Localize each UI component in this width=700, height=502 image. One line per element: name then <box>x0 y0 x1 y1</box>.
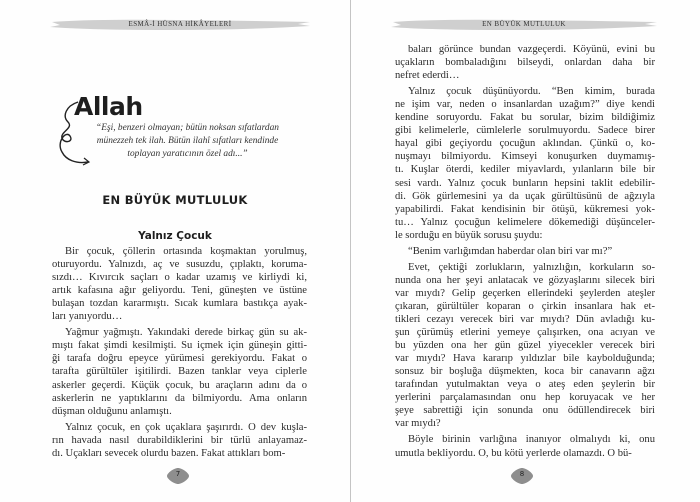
section-title: Yalnız Çocuk <box>138 230 212 242</box>
body-text-line: Yağmur yağmıştı. Yakındaki derede birkaç gün su ak- <box>65 327 307 339</box>
body-text-line: Böyle birinin varlığına inanıyor olmalıydı ki, onu <box>408 434 655 446</box>
running-header-band <box>389 17 659 32</box>
page-number: 7 <box>175 470 181 478</box>
page-number-badge <box>166 467 190 485</box>
running-header: EN BÜYÜK MUTLULUK <box>482 20 566 28</box>
story-title: EN BÜYÜK MUTLULUK <box>102 193 248 207</box>
body-text-line: umutla bekliyordu. O, bu kötü yerlerde olamazdı. O bü- <box>395 447 632 459</box>
body-text-line: Yalnız çocuk düşünüyordu. “Ben kimim, burada <box>408 86 655 98</box>
body-text-line: tikleri cezayı verecek biri var mıydı? Dün avladığı ku- <box>395 314 655 325</box>
body-text-line: hayal gibi geçiyordu çocuğun aklından. Çünkü o, ko- <box>395 138 655 150</box>
body-text-line: şeye sabrettiği için sonunda onu ödüllendirecek biri <box>395 405 655 417</box>
body-text-line: Bir çocuk, çöllerin ortasında koşmaktan yorulmuş, <box>65 246 307 257</box>
body-text-line: askerler geçerdi. Küçük çocuk, bu araçların adını da o <box>52 379 307 391</box>
divine-name-title: Allah <box>74 92 143 121</box>
body-text-line: sonsuz bir boşluğa düşmekten, koca bir canavarın ağzı <box>395 366 655 378</box>
body-text-line: var mıydı? Gelip geçerken ellerindeki şeylerden ateşler <box>395 287 655 299</box>
definition-line: toplayan yaratıcının özel adı...” <box>127 149 248 159</box>
page-number: 8 <box>519 470 525 478</box>
body-text-line: “Benim varlığımdan haberdar olan biri var mı?” <box>408 245 613 257</box>
body-text-line: uçakların bombaladığını bilseydi, onlardan daha bir <box>395 57 655 69</box>
body-text-line: sesi vardı. Yalnız çocuk bunların hepsini taklit edebilir- <box>395 177 655 189</box>
definition-line: “Eşi, benzeri olmayan; bütün noksan sıfatlardan <box>96 123 279 133</box>
body-text-line: şun çürümüş etlerini yemeye çalışırken, ona acıyan ve <box>395 327 655 339</box>
running-header-band <box>48 17 312 32</box>
body-text-line: di. Gök gürlemesini ya da uçak gürültüsünü de ağzıyla <box>395 190 655 202</box>
body-text-line: var mıydı? Hava kararıp yıldızlar bile kaybolduğunda; <box>395 353 655 365</box>
body-text-line: tı. Kuşlar öterdi, kediler miyavlardı, yılanların bile bir <box>395 164 655 176</box>
body-text-line: bu yüzden ona her gün güzel yiyecekler verecek biri <box>395 340 655 352</box>
body-text-line: mıştı fakat şimdi kesilmişti. Su içmek için güneşin gitti- <box>52 340 307 352</box>
body-text-line: ları yanıyordu… <box>52 311 123 323</box>
running-header: ESMÂ-İ HÜSNA HİKÂYELERİ <box>128 20 232 28</box>
definition-line: münezzeh tek ilah. Bütün ilahî sıfatları kendinde <box>96 136 279 146</box>
body-text-line: rın havada nasıl durabildiklerini bir türlü anlayamaz- <box>52 434 307 446</box>
body-text-line: tarafından yutulmaktan veya o ateş eden şeylerin bir <box>395 379 655 391</box>
body-text-line: artık kafasına ağır geliyordu. Teni, güneşten ve üstüne <box>52 285 307 297</box>
body-text-line: Evet, çektiği zorlukların, yalnızlığın, korkuların so- <box>408 261 655 273</box>
body-text-line: tarafta gürültüler işitilirdi. Bazen tanklar veya ciplerle <box>52 366 307 378</box>
body-text-line: oturuyordu. Yalnızdı, aç ve susuzdu, çıplaktı, koruma- <box>52 259 307 271</box>
body-text-line: dı. Uçakları sevecek olurdu bazen. Fakat attıkları bom- <box>52 447 286 459</box>
page-number-badge <box>510 467 534 485</box>
body-text-line: ne işim var, neden o insanlardan uzağım?” diye kendi <box>395 99 655 111</box>
body-text-line: yerlerini parçalamasından onu hep koruyacak ve her <box>395 392 655 404</box>
body-text-line: var mıydı? <box>395 418 441 430</box>
body-text-line: yapabilirdi. Fakat kendisinin bir ötüşü, kükremesi yok- <box>395 203 655 215</box>
body-text-line: nunda ona her şeyi anlatacak ve gözyaşlarını silecek biri <box>395 274 655 286</box>
body-text-line: ği tarafa doğru epeyce yürümesi gerekiyordu. Fakat o <box>52 353 307 365</box>
body-text-line: baları görünce bundan vazgeçerdi. Köyünü, evini bu <box>408 44 655 55</box>
body-text-line: tu… Yalnız çocuğun kelimelere dökemediği düşünceler- <box>395 216 655 228</box>
body-text-line: gibi kelimelerle, cümlelerle sorulmuyordu. Sadece birer <box>395 125 655 137</box>
body-text-line: düşman olduğunu anlamıştı. <box>52 405 172 417</box>
body-text-line: askerlerin ne yaptıklarını da bilmiyordu. Ama onların <box>52 392 307 404</box>
body-text-line: nefret ederdi… <box>395 70 460 82</box>
body-text-line: bulaşan tozdan kararmıştı. Sıcak kumlara bastıkça ayak- <box>52 298 307 310</box>
body-text-line: nuşmayı bilmiyordu. Kimseyi konuşurken duymamış- <box>395 151 655 163</box>
body-text-line: sızdı… Kıvırcık saçları o kadar uzamış ve kirliydi ki, <box>52 272 307 284</box>
right-page <box>351 0 700 502</box>
body-text-line: kendine soruyordu. Fakat bu sorular, bizim bildiğimiz <box>395 112 655 124</box>
body-text-line: çıkaran, gürültüler koparan o çirkin insanlara hak et- <box>395 300 655 312</box>
body-text-line: Yalnız çocuk, en çok uçaklara şaşırırdı. O dev kuşla- <box>65 421 307 433</box>
body-text-line: le sorduğu en büyük sorusu şuydu: <box>395 229 543 241</box>
